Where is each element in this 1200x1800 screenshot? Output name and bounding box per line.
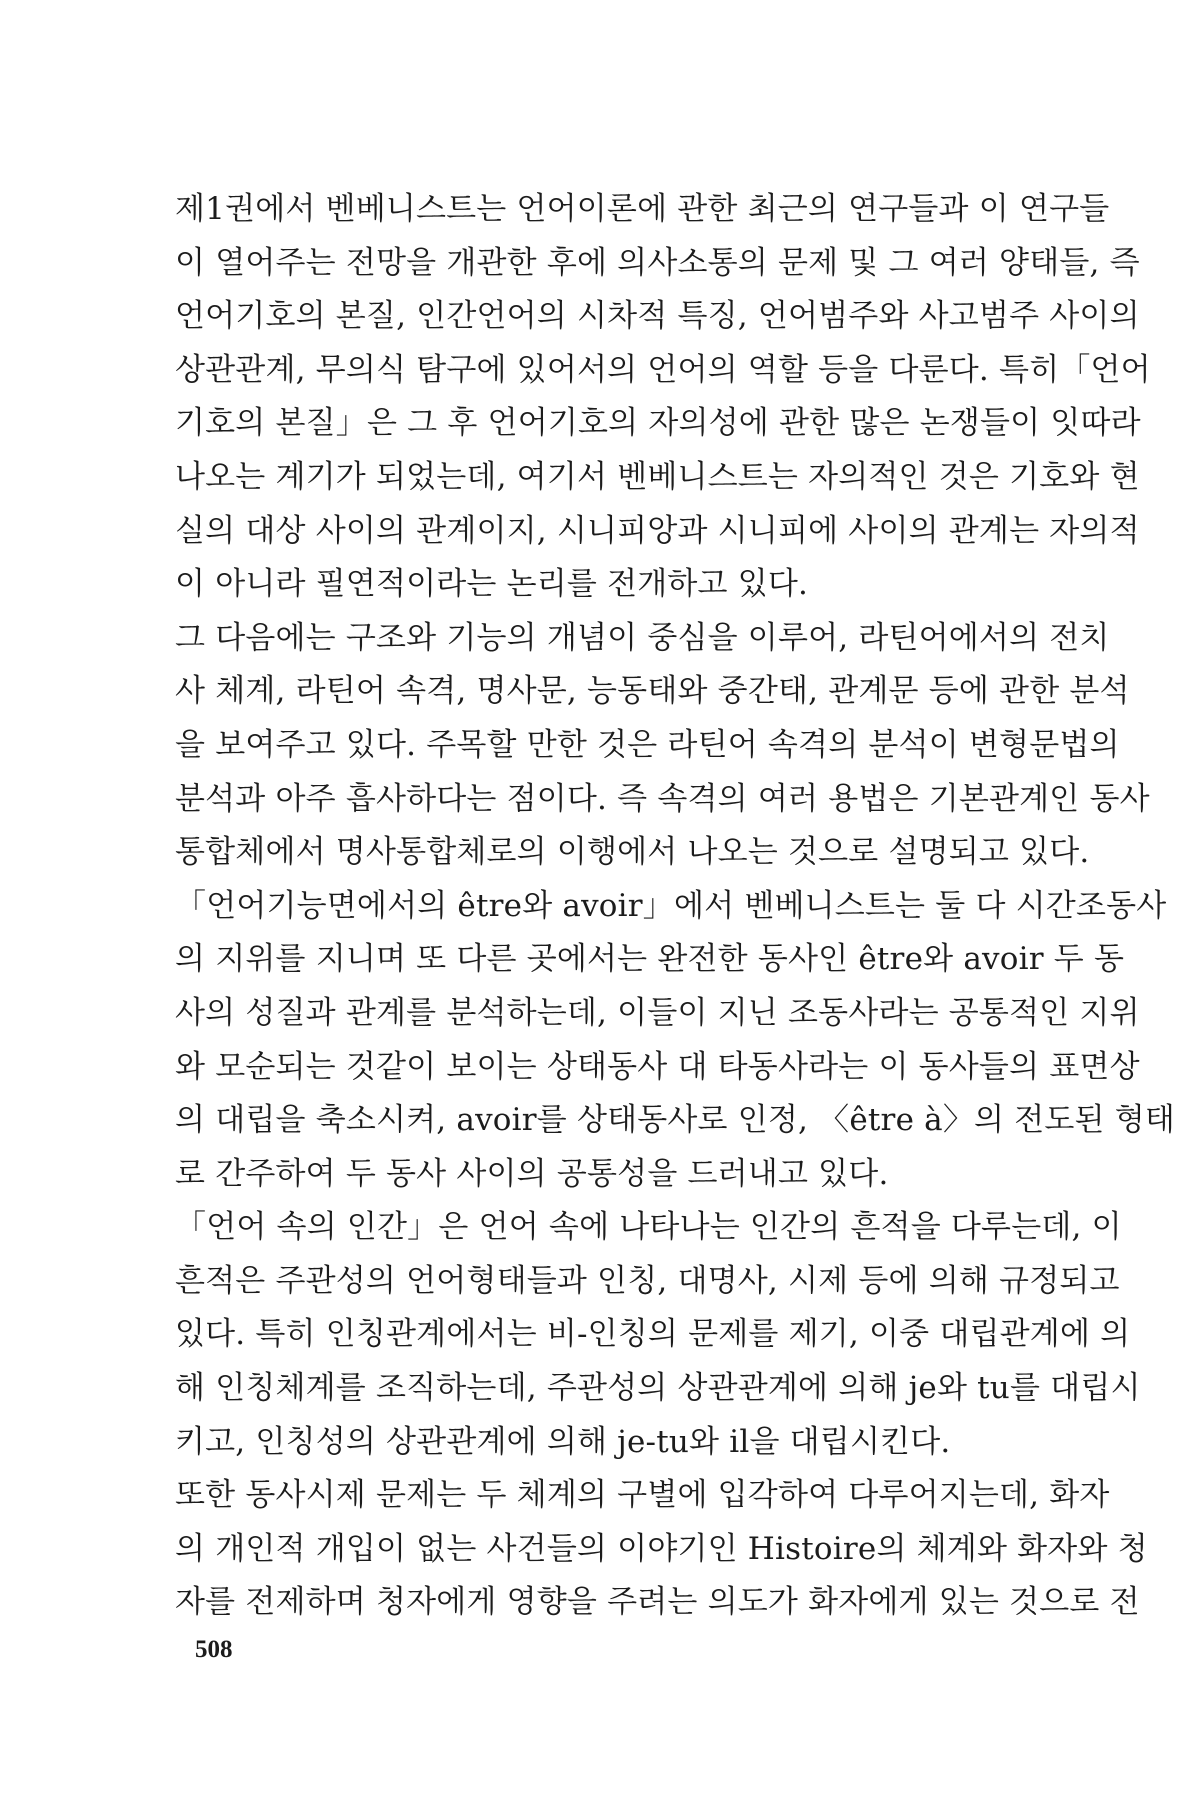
text-line: 「언어기능면에서의 être와 avoir」에서 벤베니스트는 둘 다 시간조동사	[175, 887, 1167, 924]
text-line: 기호의 본질」은 그 후 언어기호의 자의성에 관한 많은 논쟁들이 잇따라	[175, 405, 1141, 442]
text-line: 의 대립을 축소시켜, avoir를 상태동사로 인정, 〈être à〉의 전도된 형태	[175, 1102, 1176, 1139]
text-line: 사 체계, 라틴어 속격, 명사문, 능동태와 중간태, 관계문 등에 관한 분석	[175, 673, 1130, 710]
text-line: 사의 성질과 관계를 분석하는데, 이들이 지닌 조동사라는 공통적인 지위	[175, 994, 1140, 1031]
text-line: 의 지위를 지니며 또 다른 곳에서는 완전한 동사인 être와 avoir 두 동	[175, 941, 1125, 978]
body-text	[175, 183, 1176, 1630]
text-line: 또한 동사시제 문제는 두 체계의 구별에 입각하여 다루어지는데, 화자	[175, 1477, 1110, 1514]
page-number: 508	[195, 1636, 233, 1663]
text-line: 분석과 아주 흡사하다는 점이다. 즉 속격의 여러 용법은 기본관계인 동사	[175, 780, 1150, 817]
text-line: 언어기호의 본질, 인간언어의 시차적 특징, 언어범주와 사고범주 사이의	[175, 298, 1140, 335]
text-line: 의 개인적 개입이 없는 사건들의 이야기인 Histoire의 체계와 화자와 청	[175, 1530, 1148, 1567]
text-line: 제1권에서 벤베니스트는 언어이론에 관한 최근의 연구들과 이 연구들	[175, 191, 1110, 227]
text-line: 이 아니라 필연적이라는 논리를 전개하고 있다.	[175, 566, 809, 603]
text-line: 통합체에서 명사통합체로의 이행에서 나오는 것으로 설명되고 있다.	[175, 834, 1090, 871]
text-line: 그 다음에는 구조와 기능의 개념이 중심을 이루어, 라틴어에서의 전치	[175, 619, 1110, 656]
text-line: 자를 전제하며 청자에게 영향을 주려는 의도가 화자에게 있는 것으로 전	[175, 1584, 1140, 1621]
text-line: 「언어 속의 인간」은 언어 속에 나타나는 인간의 흔적을 다루는데, 이	[175, 1209, 1122, 1246]
text-line: 이 열어주는 전망을 개관한 후에 의사소통의 문제 및 그 여러 양태들, 즉	[175, 244, 1140, 281]
text-line: 로 간주하여 두 동사 사이의 공통성을 드러내고 있다.	[175, 1155, 889, 1192]
text-line: 있다. 특히 인칭관계에서는 비-인칭의 문제를 제기, 이중 대립관계에 의	[175, 1316, 1131, 1353]
text-line: 와 모순되는 것같이 보이는 상태동사 대 타동사라는 이 동사들의 표면상	[175, 1048, 1140, 1085]
text-line: 흔적은 주관성의 언어형태들과 인칭, 대명사, 시제 등에 의해 규정되고	[175, 1262, 1120, 1299]
text-line: 키고, 인칭성의 상관관계에 의해 je-tu와 il을 대립시킨다.	[175, 1423, 951, 1460]
text-line: 상관관계, 무의식 탐구에 있어서의 언어의 역할 등을 다룬다. 특히「언어	[175, 351, 1151, 388]
text-line: 실의 대상 사이의 관계이지, 시니피앙과 시니피에 사이의 관계는 자의적	[175, 512, 1140, 549]
text-line: 해 인칭체계를 조직하는데, 주관성의 상관관계에 의해 je와 tu를 대립시	[175, 1370, 1141, 1407]
text-line: 나오는 계기가 되었는데, 여기서 벤베니스트는 자의적인 것은 기호와 현	[175, 458, 1140, 495]
text-line: 을 보여주고 있다. 주목할 만한 것은 라틴어 속격의 분석이 변형문법의	[175, 726, 1120, 763]
